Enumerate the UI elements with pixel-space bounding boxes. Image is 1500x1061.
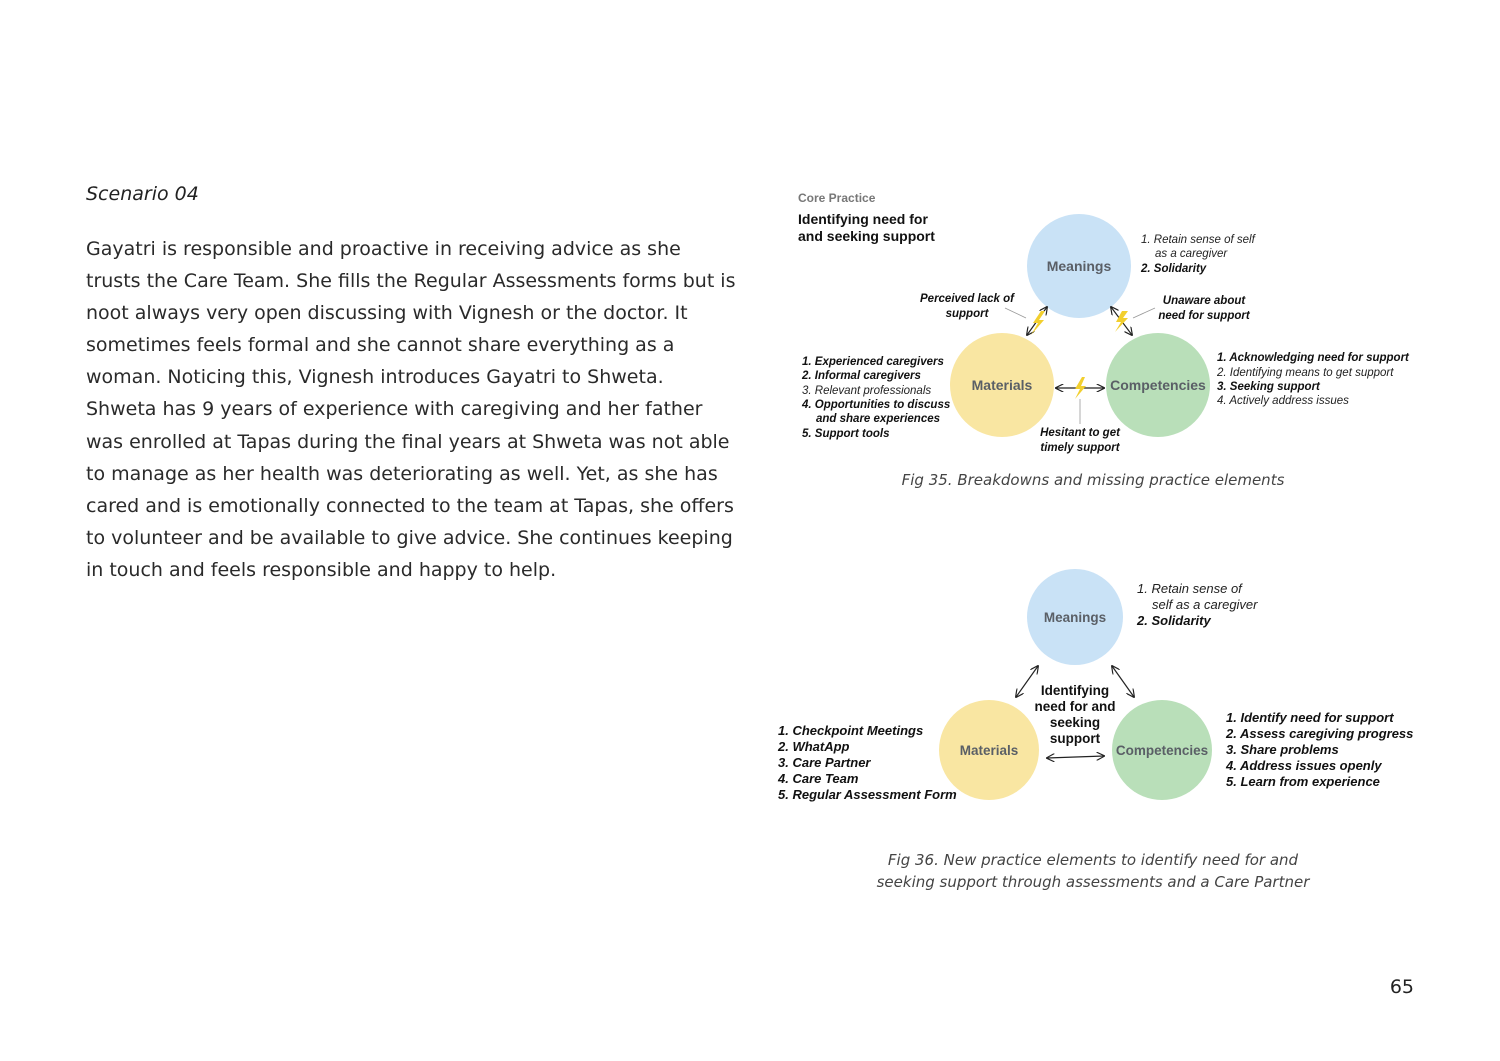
fig36-center-line2: need for and (1034, 699, 1116, 714)
fig35-competencies-item-1: 1. Acknowledging need for support (1217, 352, 1409, 364)
fig36-competencies-item-5: 5. Learn from experience (1226, 774, 1380, 789)
fig35-competencies-item-4: 4. Actively address issues (1217, 395, 1349, 407)
fig36-meanings-item-1-cont: self as a caregiver (1152, 597, 1258, 612)
fig35-materials-item-2: 2. Informal caregivers (802, 370, 921, 382)
fig35-materials-label: Materials (971, 377, 1033, 393)
fig35-breakdown-left-line2: support (945, 308, 989, 320)
fig36-meanings-item-1: 1. Retain sense of (1137, 581, 1242, 596)
fig35-meanings-item-1-cont: as a caregiver (1155, 248, 1228, 260)
fig36-materials-item-3: 3. Care Partner (778, 755, 871, 770)
fig35-materials-item-1: 1. Experienced caregivers (802, 356, 944, 368)
fig36-materials-item-5: 5. Regular Assessment Form (778, 787, 957, 802)
fig35-competencies-label: Competencies (1110, 377, 1206, 393)
fig35-breakdown-right-line2: need for support (1158, 310, 1250, 322)
fig36-competencies-label: Competencies (1115, 743, 1209, 758)
fig36-competencies-item-1: 1. Identify need for support (1226, 710, 1394, 725)
fig36-caption-line1: Fig 36. New practice elements to identify need for and (887, 851, 1299, 869)
fig35-breakdown-bottom-line2: timely support (1040, 442, 1120, 454)
fig36-center-line1: Identifying (1040, 683, 1110, 698)
fig36-competencies-item-2: 2. Assess caregiving progress (1226, 726, 1414, 741)
fig35-competencies-item-2: 2. Identifying means to get support (1217, 367, 1394, 379)
fig35-breakdown-left-line1: Perceived lack of (920, 293, 1014, 305)
fig36-caption-line2: seeking support through assessments and a Care Partner (876, 873, 1310, 891)
fig36 (777, 569, 1413, 891)
fig35-core-title-line1: Identifying need for (798, 211, 928, 227)
fig36-arrow-meanings-materials (1016, 666, 1038, 697)
fig35-materials-item-4: 4. Opportunities to discuss (802, 399, 951, 411)
scenario-paragraph: Gayatri is responsible and proactive in receiving advice as she trusts the Care Team. She fills the Regular Assessments forms but is noot always very open discussing with Vignesh or the doctor. It sometimes feels formal and she cannot share everything as a woman. Noticing this, Vignesh introduces Gayatri to Shweta. Shweta has 9 years of experience with caregiving and her father was enrolled at Tapas during the final years at Shweta was not able to manage as her health was deteriorating as well. Yet, as she has cared and is emotionally connected to the team at Tapas, she offers to volunteer and be available to give advice. She continues keeping in touch and feels responsible and happy to help. (86, 238, 736, 581)
fig36-materials-item-1: 1. Checkpoint Meetings (778, 723, 924, 738)
fig35-meanings-item-1: 1. Retain sense of self (1141, 234, 1255, 246)
page-number: 65 (1389, 976, 1414, 998)
fig35-breakdown-right-line1: Unaware about (1162, 295, 1246, 307)
fig35 (798, 191, 1410, 489)
fig36-arrow-materials-competencies (1047, 756, 1104, 758)
fig36-center-line4: support (1049, 731, 1101, 746)
fig35-materials-item-5: 5. Support tools (802, 428, 890, 440)
fig35-competencies-item-3: 3. Seeking support (1217, 381, 1320, 393)
fig36-competencies-item-3: 3. Share problems (1226, 742, 1339, 757)
fig35-core-label: Core Practice (798, 191, 876, 205)
fig35-caption: Fig 35. Breakdowns and missing practice elements (901, 471, 1285, 489)
fig36-materials-label: Materials (959, 743, 1019, 758)
fig36-meanings-item-2: 2. Solidarity (1137, 613, 1211, 628)
fig35-meanings-label: Meanings (1046, 258, 1112, 274)
fig35-materials-item-4-cont: and share experiences (816, 413, 941, 425)
fig36-materials-item-2: 2. WhatApp (778, 739, 850, 754)
fig35-leader-right (1133, 308, 1155, 318)
fig35-core-title-line2: and seeking support (798, 228, 935, 244)
fig36-center-line3: seeking (1049, 715, 1101, 730)
scenario-title: Scenario 04 (86, 183, 199, 205)
fig35-materials-item-3: 3. Relevant professionals (802, 385, 932, 397)
fig36-meanings-label: Meanings (1043, 610, 1107, 625)
fig35-breakdown-bottom-line1: Hesitant to get (1040, 427, 1120, 439)
fig35-bolt-left-icon (1031, 311, 1045, 335)
fig36-arrow-meanings-competencies (1112, 666, 1134, 697)
fig36-competencies-item-4: 4. Address issues openly (1226, 758, 1382, 773)
fig35-meanings-item-2: 2. Solidarity (1141, 263, 1207, 275)
fig35-leader-left (1005, 308, 1026, 318)
fig36-materials-item-4: 4. Care Team (778, 771, 859, 786)
